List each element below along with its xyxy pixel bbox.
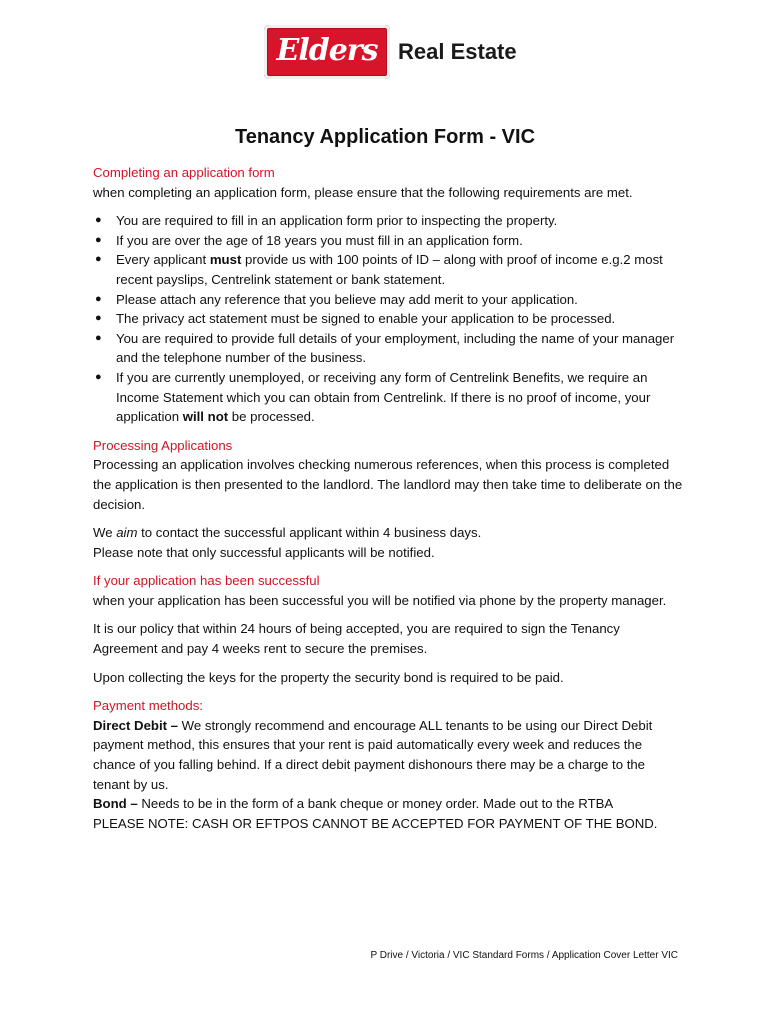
page-title: Tenancy Application Form - VIC [234,126,536,148]
bullet-icon: ● [95,331,102,344]
elders-logo-badge [264,25,390,79]
success-para2: It is our policy that within 24 hours of being accepted, you are required to sign the Tenancy Agreement and pay 4 weeks rent to secure the premises. [93,621,620,657]
heading-completing: Completing an application form [93,165,275,180]
bullet-icon: ● [95,253,102,266]
bond-note: PLEASE NOTE: CASH OR EFTPOS CANNOT BE ACCEPTED FOR PAYMENT OF THE BOND. [93,815,658,831]
list-item: ● If you are currently unemployed, or receiving any form of Centrelink Benefits, we require an Income Statement which you can obtain from Centrelink. If there is no proof of income, your application will not be processed. [95,369,651,425]
logo-suffix-text: Real Estate [398,39,517,64]
list-item: ● The privacy act statement must be signed to enable your application to be processed. [93,309,685,329]
bullet-icon: ● [95,233,102,246]
logo-brand-text: Elders [276,33,378,68]
bond-para: Bond – Needs to be in the form of a bank cheque or money order. Made out to the RTBA [93,796,614,812]
document-body [93,163,685,833]
list-item: ● You are required to provide full details of your employment, including the name of your manager and the telephone number of the business. [95,330,675,366]
bullet-icon: ● [95,312,102,325]
processing-para1: Processing an application involves checking numerous references, when this process is completed the application is then presented to the landlord. The landlord may then take time to deliberate on the decision. [93,457,683,512]
list-item: ● You are required to fill in an application form prior to inspecting the property. [93,211,685,231]
list-item: ● Please attach any reference that you believe may add merit to your application. [93,290,685,310]
success-para3: Upon collecting the keys for the property the security bond is required to be paid. [93,669,564,685]
direct-debit-para: Direct Debit – We strongly recommend and encourage ALL tenants to be using our Direct Debit payment method, this ensures that your rent is paid automatically every week and reduces the chance of you falling behind. If a direct debit payment dishonours there may be a charge to the tenant by us. [93,717,653,792]
heading-payment: Payment methods: [93,698,203,714]
bullet-icon: ● [95,370,102,383]
list-item: ● If you are over the age of 18 years you must fill in an application form. [93,231,685,251]
completing-intro: when completing an application form, please ensure that the following requirements are met. [93,184,633,200]
requirements-list [93,211,685,427]
bullet-icon: ● [95,214,102,227]
heading-processing: Processing Applications [93,437,233,453]
list-item: ● Every applicant must provide us with 100 points of ID – along with proof of income e.g.2 most recent payslips, Centrelink statement or bank statement. [95,252,663,287]
processing-para2: We aim to contact the successful applicant within 4 business days. [93,525,482,541]
bullet-icon: ● [95,292,102,305]
footer-path: P Drive / Victoria / VIC Standard Forms / Application Cover Letter VIC [370,950,678,961]
heading-success: If your application has been successful [93,573,320,589]
processing-para2-line2: Please note that only successful applicants will be notified. [93,544,435,560]
success-para1: when your application has been successful you will be notified via phone by the property manager. [93,592,667,608]
